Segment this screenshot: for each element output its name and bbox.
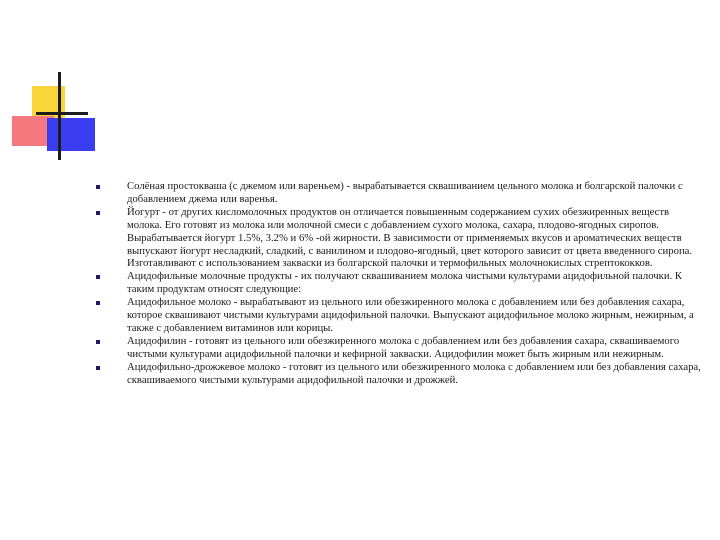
list-item-text: Ацидофильно-дрожжевое молоко - готовят из цельного или обезжиренного молока с добавлением или без добавления сахара, сквашиваемого чистыми культурами ацидофильной палочки и дрожжей. bbox=[127, 360, 701, 386]
list-item bbox=[96, 206, 702, 271]
list-item bbox=[96, 270, 702, 296]
list-item-text: Ацидофилин - готовят из цельного или обезжиренного молока с добавлением или без добавления сахара, сквашиваемого чистыми культурами ацидофильной палочки и кефирной закваски. Ацидофилин может быть жирным или нежирным. bbox=[127, 334, 680, 360]
bullet-list bbox=[96, 180, 702, 387]
square-bullet-icon bbox=[96, 366, 100, 370]
square-bullet-icon bbox=[96, 211, 100, 215]
square-bullet-icon bbox=[96, 301, 100, 305]
list-item-text: Ацидофильные молочные продукты - их получают сквашиванием молока чистыми культурами ацидофильной палочки. К таким продуктам относят следующие: bbox=[127, 270, 683, 296]
square-bullet-icon bbox=[96, 340, 100, 344]
list-item bbox=[96, 180, 702, 206]
list-item bbox=[96, 361, 702, 387]
vertical-line-decoration bbox=[58, 72, 61, 160]
list-item bbox=[96, 335, 702, 361]
horizontal-line-decoration bbox=[36, 112, 88, 115]
square-bullet-icon bbox=[96, 275, 100, 279]
blue-square-decoration bbox=[47, 118, 95, 151]
list-item-text: Ацидофильное молоко - вырабатывают из цельного или обезжиренного молока с добавлением или без добавления сахара, которое сквашивают чистыми культурами ацидофильной палочки. Выпускают ацидофильное молоко жирным, нежирным, а также с добавлением витаминов или корицы. bbox=[127, 296, 694, 334]
list-item-text: Йогурт - от других кисломолочных продуктов он отличается повышенным содержанием сухих обезжиренных веществ молока. Его готовят из молока или молочной смеси с добавлением сухого молока, сахара, плодово-ягодных сиропов. Вырабатывается йогурт 1.5%, 3.2% и 6% -ой жирности. В зависимости от применяемых вкусов и ароматических веществ выпускают йогурт несладкий, сладкий, с ванилином и плодово-ягодный, цвет которого зависит от цвета введенного сиропа. Изготавливают с использованием закваски из болгарской палочки и термофильных молочнокислых стрептококков. bbox=[127, 205, 693, 270]
list-item bbox=[96, 296, 702, 335]
square-bullet-icon bbox=[96, 185, 100, 189]
list-item-text: Солёная простокваша (с джемом или вареньем) - вырабатывается сквашиванием цельного молока и болгарской палочки с добавлением джема или варенья. bbox=[127, 180, 683, 205]
